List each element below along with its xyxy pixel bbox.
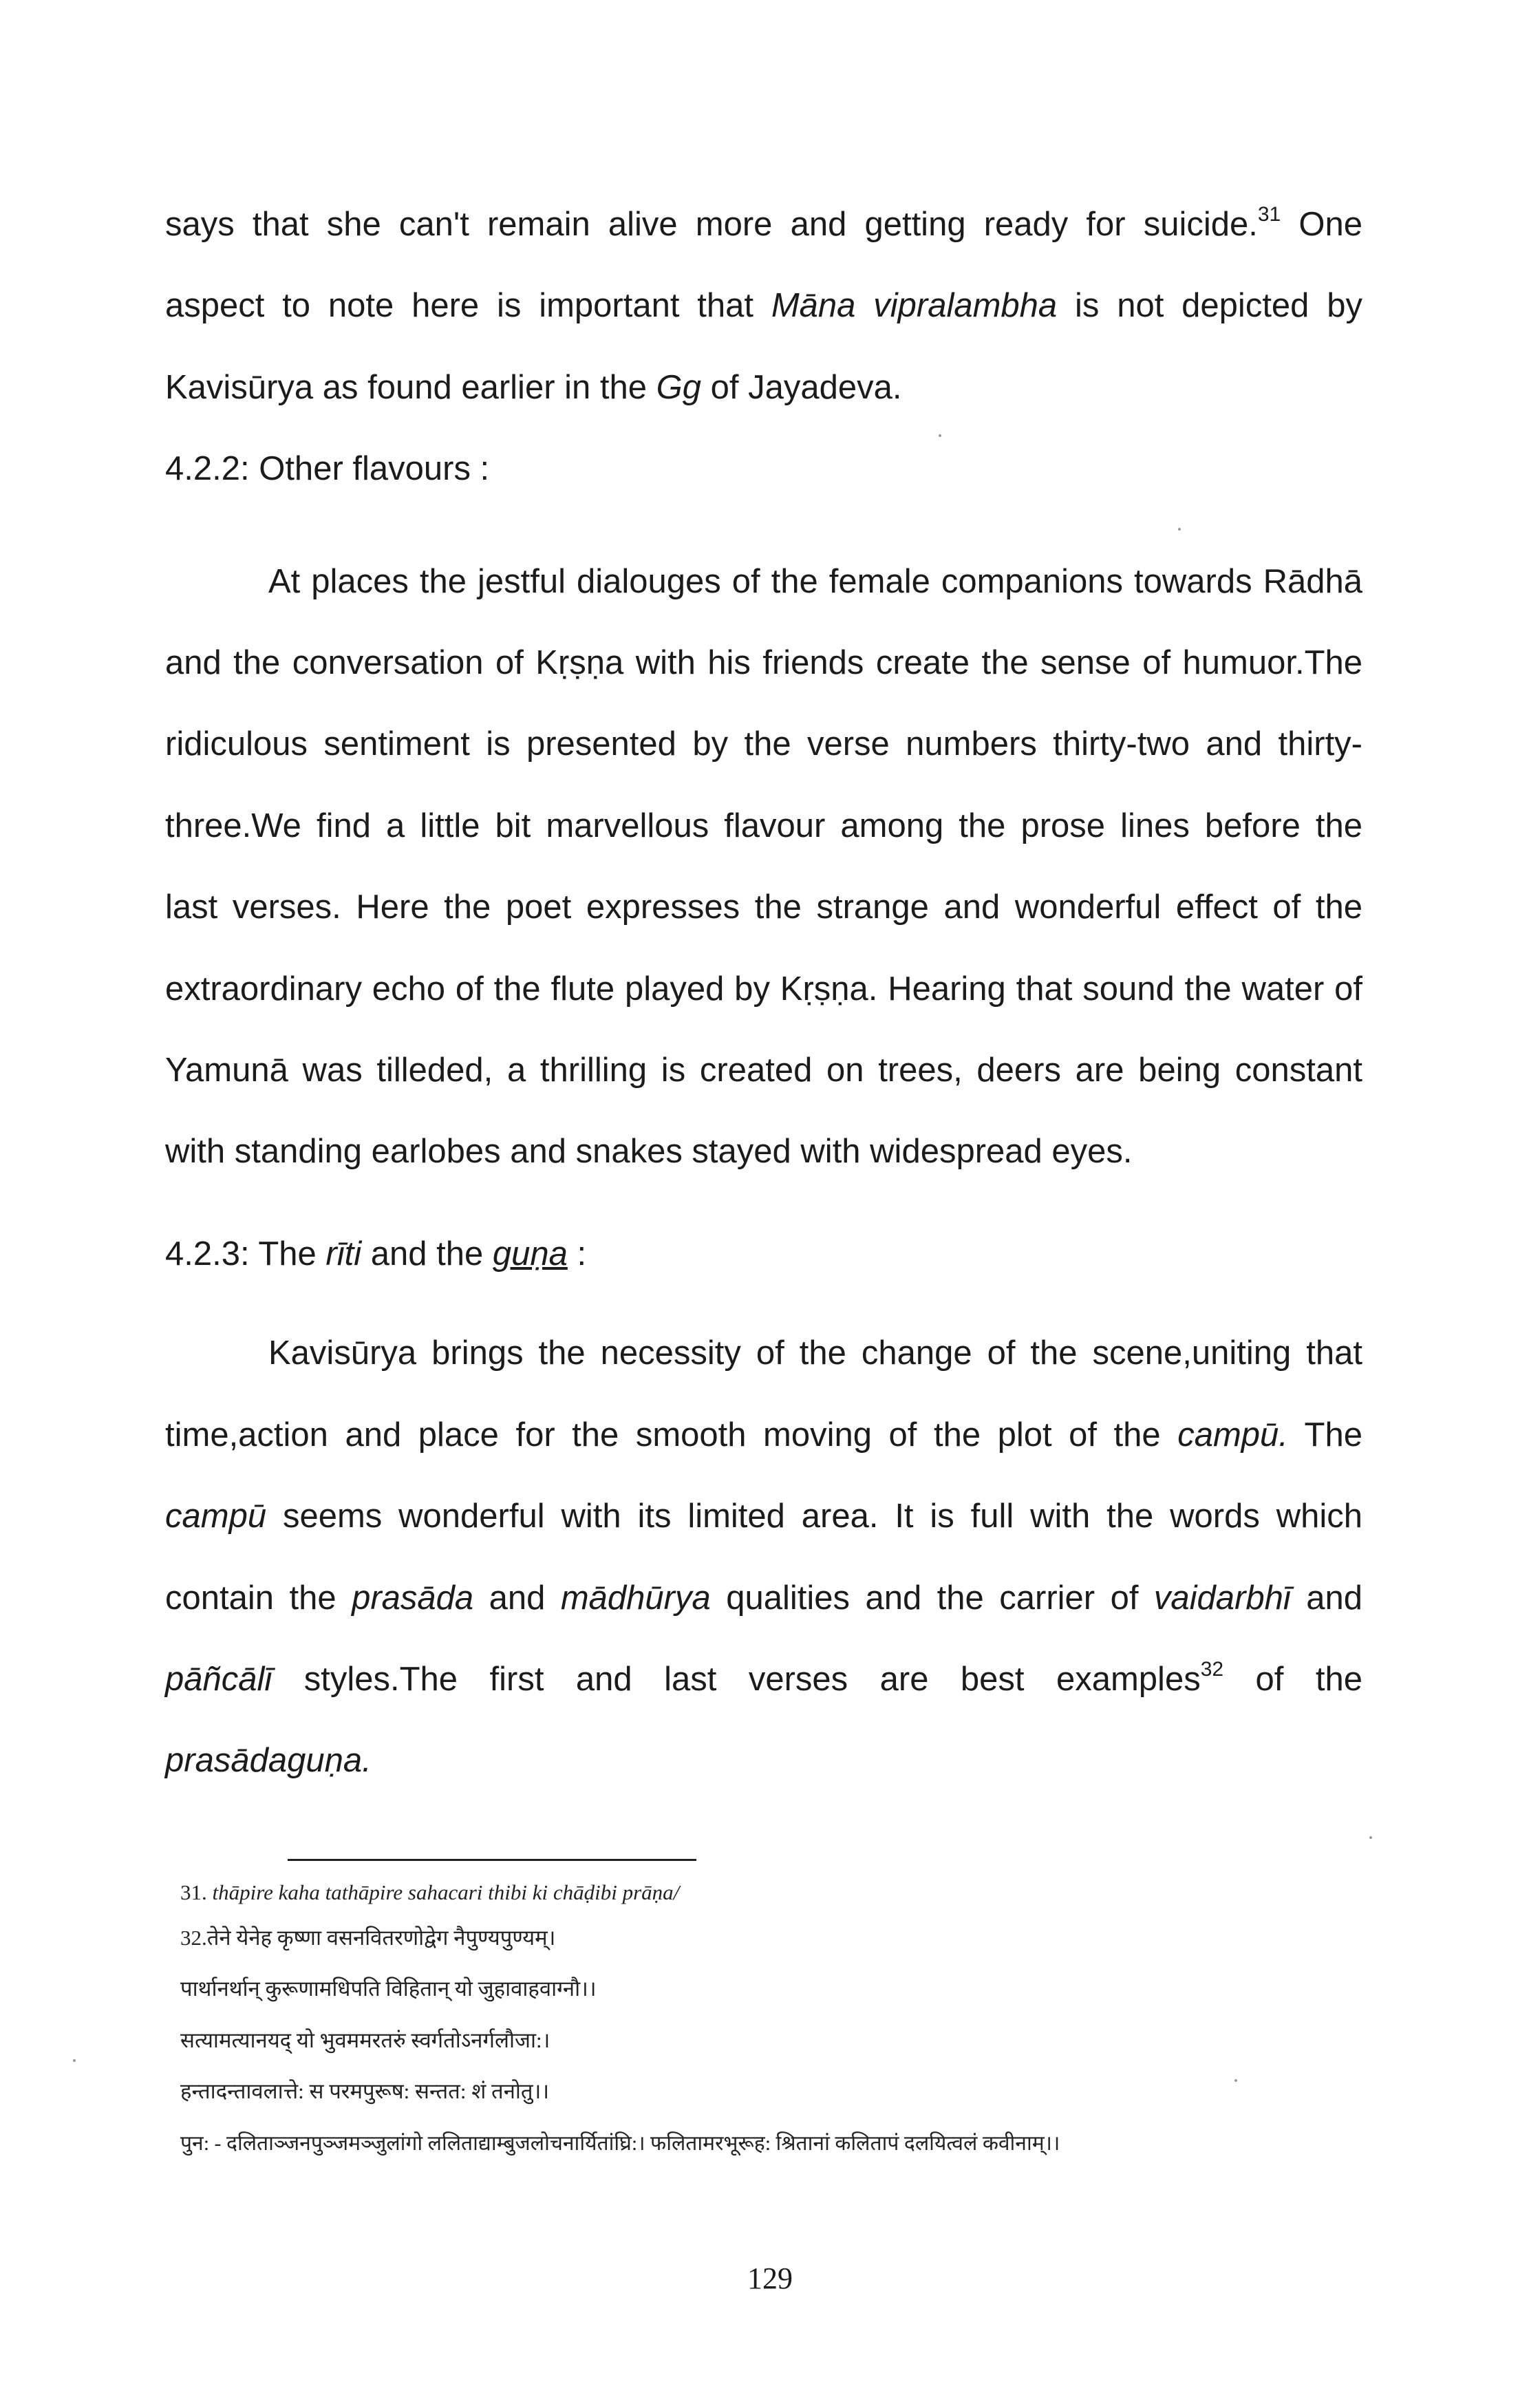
body-line: extraordinary echo of the flute played by Kṛṣṇa. Hearing that sound the water of: [165, 970, 1362, 1008]
body-line: Kavisūrya as found earlier in the Gg of Jayadeva.: [165, 369, 902, 406]
footnote-ref-32: 32: [1200, 1657, 1224, 1681]
scan-speck: [939, 434, 941, 437]
scan-speck: [1234, 2079, 1237, 2082]
body-line: and the conversation of Kṛṣṇa with his friends create the sense of humuor.The: [165, 644, 1362, 681]
body-line: campū seems wonderful with its limited area. It is full with the words which: [165, 1498, 1362, 1535]
body-line: prasādaguṇa.: [165, 1742, 372, 1779]
footnote-32-line: पुन: - दलिताञ्जनपुञ्जमञ्जुलांगो ललिताद्याम्बुजलोचनार्यितांघ्रि:। फलितामरभूरूह: श्रितानां कलितापं दलयित्वलं कवीनाम्।।: [180, 2132, 1060, 2155]
body-line: last verses. Here the poet expresses the strange and wonderful effect of the: [165, 888, 1362, 926]
body-line: Kavisūrya brings the necessity of the change of the scene,uniting that: [268, 1334, 1362, 1372]
footnote-32-line: सत्यामत्यानयद् यो भुवममरतरुं स्वर्गतोऽनर्गलौजा:।: [180, 2028, 550, 2052]
footnote-separator: [288, 1859, 696, 1861]
body-line: with standing earlobes and snakes stayed with widespread eyes.: [165, 1133, 1133, 1170]
footnote-32-line: हन्तादन्तावलात्ते: स परमपुरूष: सन्तत: शं तनोतु।।: [180, 2079, 550, 2103]
body-line: says that she can't remain alive more and getting ready for suicide.$^{31}$ One: [165, 202, 1362, 243]
section-heading-4-2-3: 4.2.3: The rīti and the guṇa :: [165, 1235, 587, 1273]
body-line: pāñcālī styles.The first and last verses are best examples$^{32}$ of the: [165, 1657, 1362, 1698]
body-line: three.We find a little bit marvellous flavour among the prose lines before the: [165, 807, 1362, 844]
body-line: At places the jestful dialouges of the female companions towards Rādhā: [268, 563, 1362, 600]
page-number: 129: [747, 2261, 793, 2295]
section-heading-4-2-2: 4.2.2: Other flavours :: [165, 450, 490, 487]
body-line: contain the prasāda and mādhūrya qualities and the carrier of vaidarbhī and: [165, 1579, 1363, 1617]
scan-speck: [73, 2059, 76, 2062]
footnote-32-line: 32.तेने येनेह कृष्णा वसनवितरणोद्वेग नैपुण्यपुण्यम्।: [180, 1926, 556, 1950]
body-line: ridiculous sentiment is presented by the verse numbers thirty-two and thirty-: [165, 725, 1362, 763]
body-line: aspect to note here is important that Māna vipralambha is not depicted by: [165, 287, 1363, 324]
scan-speck: [1178, 528, 1181, 531]
body-line: time,action and place for the smooth moving of the plot of the campū. The: [165, 1416, 1362, 1454]
footnote-ref-31: 31: [1257, 202, 1281, 226]
scan-speck: [1369, 1836, 1372, 1839]
footnote-31: 31. thāpire kaha tathāpire sahacari thibi ki chāḍibi prāṇa/: [180, 1880, 680, 1904]
footnote-32-line: पार्थानर्थान् कुरूणामधिपति विहितान् यो जुहावाहवाग्नौ।।: [180, 1977, 597, 2001]
body-line: Yamunā was tilleded, a thrilling is created on trees, deers are being constant: [165, 1052, 1362, 1089]
